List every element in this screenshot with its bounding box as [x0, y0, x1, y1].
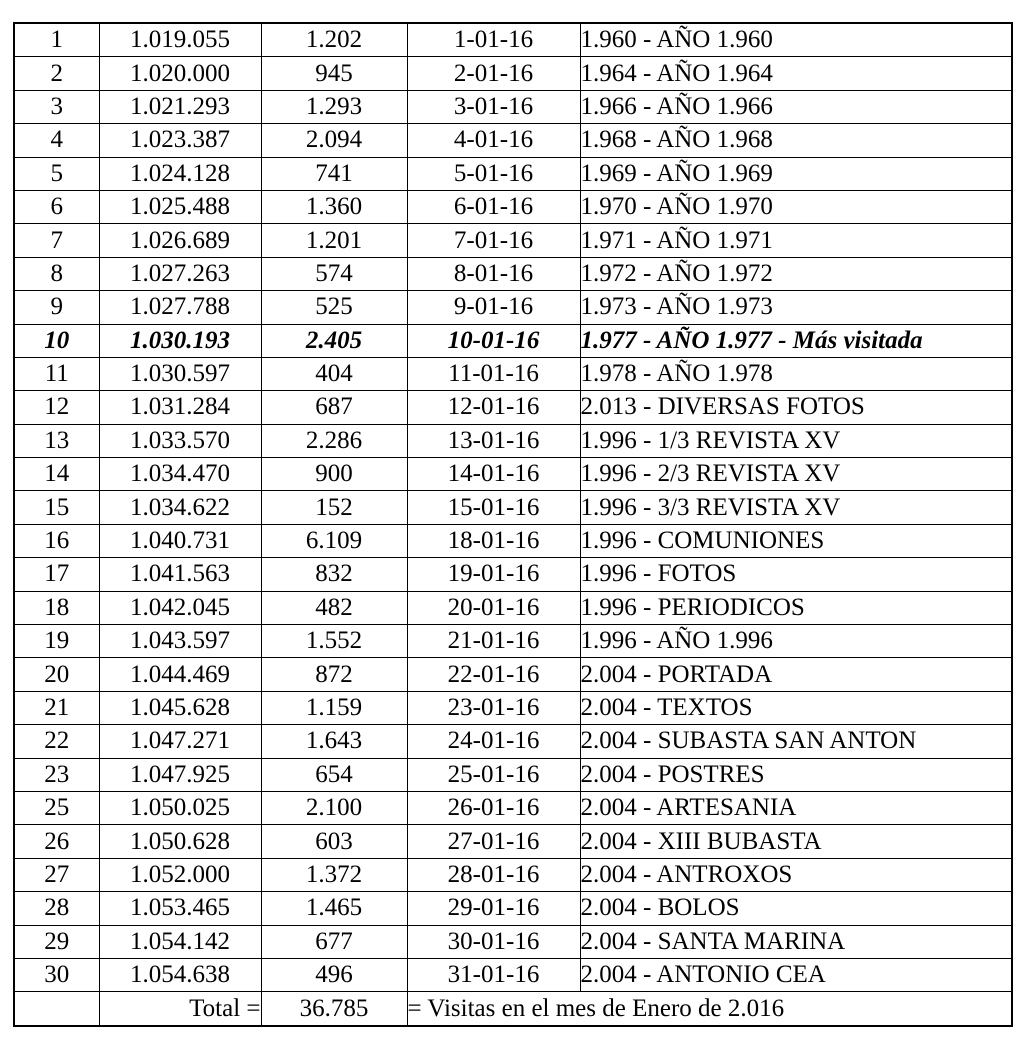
row-number: 26 — [14, 825, 99, 858]
daily-visits: 1.159 — [261, 691, 407, 724]
page-description: 1.966 - AÑO 1.966 — [580, 90, 1012, 123]
table-row — [14, 725, 1012, 758]
total-visits: 36.785 — [261, 992, 407, 1026]
visit-date: 27-01-16 — [407, 825, 580, 858]
row-number: 19 — [14, 625, 99, 658]
daily-visits: 496 — [261, 958, 407, 991]
table-row — [14, 124, 1012, 157]
visit-date: 22-01-16 — [407, 658, 580, 691]
cumulative-visits: 1.024.128 — [99, 157, 261, 190]
cumulative-visits: 1.050.628 — [99, 825, 261, 858]
page-description: 1.960 - AÑO 1.960 — [580, 23, 1012, 57]
row-number: 17 — [14, 558, 99, 591]
daily-visits: 832 — [261, 558, 407, 591]
cumulative-visits: 1.047.271 — [99, 725, 261, 758]
visit-date: 25-01-16 — [407, 758, 580, 791]
table-row — [14, 625, 1012, 658]
page-description: 1.996 - COMUNIONES — [580, 524, 1012, 557]
daily-visits: 1.372 — [261, 858, 407, 891]
footer-empty-cell — [14, 992, 99, 1026]
page-description: 2.013 - DIVERSAS FOTOS — [580, 391, 1012, 424]
table-row — [14, 858, 1012, 891]
cumulative-visits: 1.044.469 — [99, 658, 261, 691]
table-row — [14, 491, 1012, 524]
page-description: 1.977 - AÑO 1.977 - Más visitada — [580, 324, 1012, 357]
cumulative-visits: 1.054.142 — [99, 925, 261, 958]
row-number: 27 — [14, 858, 99, 891]
row-number: 1 — [14, 23, 99, 57]
cumulative-visits: 1.023.387 — [99, 124, 261, 157]
visit-date: 7-01-16 — [407, 224, 580, 257]
visit-date: 18-01-16 — [407, 524, 580, 557]
page-description: 1.970 - AÑO 1.970 — [580, 190, 1012, 223]
page-description: 2.004 - ANTONIO CEA — [580, 958, 1012, 991]
table-row — [14, 958, 1012, 991]
visit-date: 26-01-16 — [407, 791, 580, 824]
visit-date: 14-01-16 — [407, 458, 580, 491]
page-description: 1.996 - 1/3 REVISTA XV — [580, 424, 1012, 457]
daily-visits: 1.360 — [261, 190, 407, 223]
visit-date: 29-01-16 — [407, 892, 580, 925]
visits-table — [13, 22, 1013, 1027]
cumulative-visits: 1.030.193 — [99, 324, 261, 357]
visit-date: 13-01-16 — [407, 424, 580, 457]
page-description: 2.004 - PORTADA — [580, 658, 1012, 691]
row-number: 9 — [14, 291, 99, 324]
cumulative-visits: 1.041.563 — [99, 558, 261, 591]
cumulative-visits: 1.040.731 — [99, 524, 261, 557]
cumulative-visits: 1.019.055 — [99, 23, 261, 57]
visit-date: 12-01-16 — [407, 391, 580, 424]
table-row — [14, 157, 1012, 190]
daily-visits: 6.109 — [261, 524, 407, 557]
visit-date: 11-01-16 — [407, 357, 580, 390]
page-description: 2.004 - ARTESANIA — [580, 791, 1012, 824]
table-row — [14, 791, 1012, 824]
table-row — [14, 23, 1012, 57]
page-description: 1.978 - AÑO 1.978 — [580, 357, 1012, 390]
visit-date: 30-01-16 — [407, 925, 580, 958]
visit-date: 24-01-16 — [407, 725, 580, 758]
page-description: 1.996 - 2/3 REVISTA XV — [580, 458, 1012, 491]
table-row — [14, 458, 1012, 491]
visit-date: 2-01-16 — [407, 57, 580, 90]
daily-visits: 654 — [261, 758, 407, 791]
row-number: 4 — [14, 124, 99, 157]
cumulative-visits: 1.021.293 — [99, 90, 261, 123]
table-row — [14, 658, 1012, 691]
daily-visits: 1.202 — [261, 23, 407, 57]
row-number: 2 — [14, 57, 99, 90]
page-description: 2.004 - SUBASTA SAN ANTON — [580, 725, 1012, 758]
visit-date: 6-01-16 — [407, 190, 580, 223]
table-row — [14, 224, 1012, 257]
visit-date: 28-01-16 — [407, 858, 580, 891]
cumulative-visits: 1.034.622 — [99, 491, 261, 524]
daily-visits: 152 — [261, 491, 407, 524]
visit-date: 15-01-16 — [407, 491, 580, 524]
visit-date: 21-01-16 — [407, 625, 580, 658]
visit-date: 31-01-16 — [407, 958, 580, 991]
table-row — [14, 558, 1012, 591]
daily-visits: 1.465 — [261, 892, 407, 925]
visit-date: 4-01-16 — [407, 124, 580, 157]
row-number: 21 — [14, 691, 99, 724]
daily-visits: 574 — [261, 257, 407, 290]
row-number: 10 — [14, 324, 99, 357]
table-row — [14, 825, 1012, 858]
page-description: 1.972 - AÑO 1.972 — [580, 257, 1012, 290]
daily-visits: 404 — [261, 357, 407, 390]
visit-date: 5-01-16 — [407, 157, 580, 190]
cumulative-visits: 1.033.570 — [99, 424, 261, 457]
row-number: 22 — [14, 725, 99, 758]
table-row — [14, 57, 1012, 90]
cumulative-visits: 1.025.488 — [99, 190, 261, 223]
cumulative-visits: 1.027.788 — [99, 291, 261, 324]
total-label: Total = — [99, 992, 261, 1026]
visit-date: 9-01-16 — [407, 291, 580, 324]
cumulative-visits: 1.030.597 — [99, 357, 261, 390]
table-row — [14, 424, 1012, 457]
daily-visits: 525 — [261, 291, 407, 324]
row-number: 7 — [14, 224, 99, 257]
table-row — [14, 90, 1012, 123]
daily-visits: 687 — [261, 391, 407, 424]
row-number: 12 — [14, 391, 99, 424]
row-number: 18 — [14, 591, 99, 624]
row-number: 5 — [14, 157, 99, 190]
cumulative-visits: 1.054.638 — [99, 958, 261, 991]
daily-visits: 1.293 — [261, 90, 407, 123]
cumulative-visits: 1.053.465 — [99, 892, 261, 925]
row-number: 29 — [14, 925, 99, 958]
table-row — [14, 524, 1012, 557]
page-description: 1.996 - AÑO 1.996 — [580, 625, 1012, 658]
cumulative-visits: 1.052.000 — [99, 858, 261, 891]
page-description: 1.964 - AÑO 1.964 — [580, 57, 1012, 90]
page-description: 1.971 - AÑO 1.971 — [580, 224, 1012, 257]
table-row — [14, 391, 1012, 424]
row-number: 30 — [14, 958, 99, 991]
cumulative-visits: 1.047.925 — [99, 758, 261, 791]
page-description: 2.004 - ANTROXOS — [580, 858, 1012, 891]
page-description: 2.004 - SANTA MARINA — [580, 925, 1012, 958]
daily-visits: 2.286 — [261, 424, 407, 457]
daily-visits: 741 — [261, 157, 407, 190]
daily-visits: 2.094 — [261, 124, 407, 157]
daily-visits: 945 — [261, 57, 407, 90]
cumulative-visits: 1.031.284 — [99, 391, 261, 424]
table-row — [14, 691, 1012, 724]
cumulative-visits: 1.026.689 — [99, 224, 261, 257]
table-row — [14, 257, 1012, 290]
table-row — [14, 291, 1012, 324]
visit-date: 23-01-16 — [407, 691, 580, 724]
row-number: 13 — [14, 424, 99, 457]
daily-visits: 900 — [261, 458, 407, 491]
daily-visits: 482 — [261, 591, 407, 624]
total-note: = Visitas en el mes de Enero de 2.016 — [407, 992, 1012, 1026]
cumulative-visits: 1.045.628 — [99, 691, 261, 724]
daily-visits: 1.201 — [261, 224, 407, 257]
visit-date: 3-01-16 — [407, 90, 580, 123]
visit-date: 8-01-16 — [407, 257, 580, 290]
page-description: 1.996 - FOTOS — [580, 558, 1012, 591]
daily-visits: 872 — [261, 658, 407, 691]
page-description: 1.968 - AÑO 1.968 — [580, 124, 1012, 157]
row-number: 8 — [14, 257, 99, 290]
table-row — [14, 925, 1012, 958]
cumulative-visits: 1.034.470 — [99, 458, 261, 491]
table-row — [14, 758, 1012, 791]
cumulative-visits: 1.042.045 — [99, 591, 261, 624]
daily-visits: 677 — [261, 925, 407, 958]
table-row — [14, 591, 1012, 624]
row-number: 23 — [14, 758, 99, 791]
page-description: 2.004 - POSTRES — [580, 758, 1012, 791]
table-row — [14, 190, 1012, 223]
cumulative-visits: 1.020.000 — [99, 57, 261, 90]
visit-date: 20-01-16 — [407, 591, 580, 624]
row-number: 14 — [14, 458, 99, 491]
daily-visits: 1.552 — [261, 625, 407, 658]
daily-visits: 2.405 — [261, 324, 407, 357]
page-description: 1.969 - AÑO 1.969 — [580, 157, 1012, 190]
table-row — [14, 357, 1012, 390]
table-row — [14, 892, 1012, 925]
row-number: 6 — [14, 190, 99, 223]
row-number: 11 — [14, 357, 99, 390]
table-row-most-visited — [14, 324, 1012, 357]
page-description: 2.004 - TEXTOS — [580, 691, 1012, 724]
row-number: 28 — [14, 892, 99, 925]
row-number: 3 — [14, 90, 99, 123]
visit-date: 1-01-16 — [407, 23, 580, 57]
page-description: 1.996 - 3/3 REVISTA XV — [580, 491, 1012, 524]
cumulative-visits: 1.043.597 — [99, 625, 261, 658]
daily-visits: 2.100 — [261, 791, 407, 824]
visit-date: 19-01-16 — [407, 558, 580, 591]
page-description: 2.004 - BOLOS — [580, 892, 1012, 925]
row-number: 25 — [14, 791, 99, 824]
cumulative-visits: 1.027.263 — [99, 257, 261, 290]
daily-visits: 603 — [261, 825, 407, 858]
total-row — [14, 992, 1012, 1026]
cumulative-visits: 1.050.025 — [99, 791, 261, 824]
row-number: 16 — [14, 524, 99, 557]
daily-visits: 1.643 — [261, 725, 407, 758]
table-body — [14, 23, 1012, 992]
visit-date: 10-01-16 — [407, 324, 580, 357]
page-description: 1.996 - PERIODICOS — [580, 591, 1012, 624]
page-description: 2.004 - XIII BUBASTA — [580, 825, 1012, 858]
row-number: 20 — [14, 658, 99, 691]
page-description: 1.973 - AÑO 1.973 — [580, 291, 1012, 324]
row-number: 15 — [14, 491, 99, 524]
